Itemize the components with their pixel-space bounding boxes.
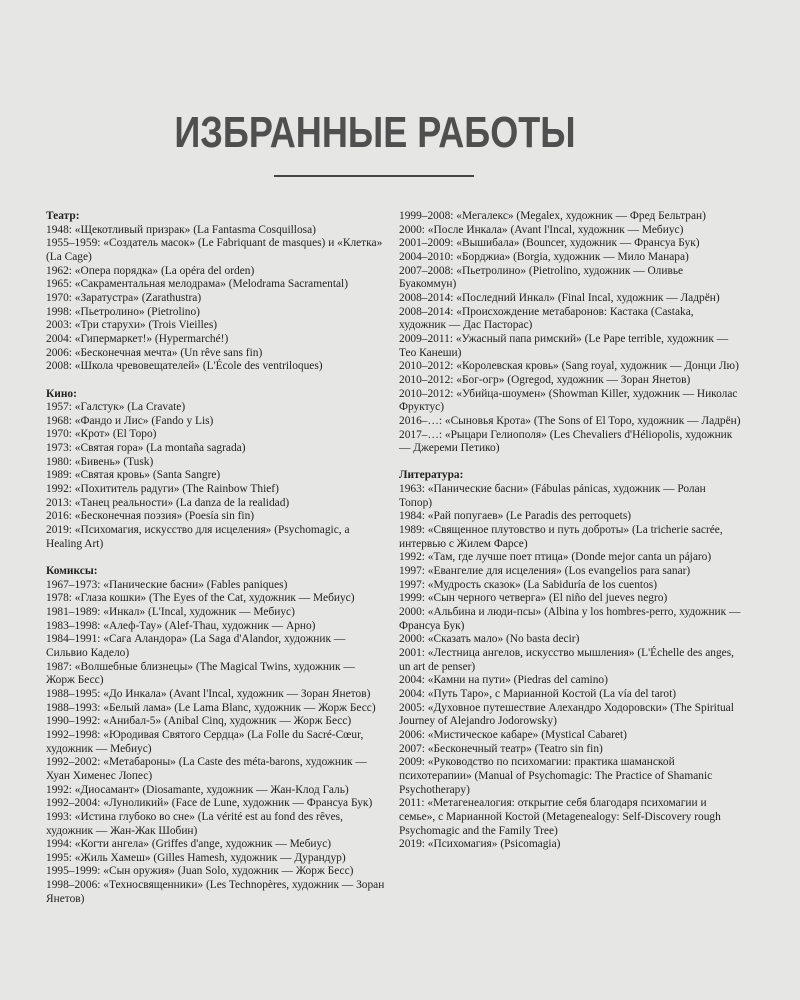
section-heading: Кино: xyxy=(46,387,77,400)
work-entry: 2008–2014: «Происхождение метабаронов: Кастака (Castaka, художник — Дас Пасторас) xyxy=(399,305,694,332)
work-entry: 1992–1998: «Юродивая Святого Сердца» (La Folle du Sacré-Cœur, художник — Мебиус) xyxy=(46,728,364,755)
work-entry: 2000: «Сказать мало» (No basta decir) xyxy=(399,633,580,646)
work-entry: 1948: «Щекотливый призрак» (La Fantasma Cosquillosa) xyxy=(46,223,316,236)
work-entry: 1998–2006: «Техносвященники» (Les Technopères, художник — Зоран Янетов) xyxy=(46,879,385,905)
work-entry: 1989: «Святая кровь» (Santa Sangre) xyxy=(46,469,221,482)
work-entry: 2010–2012: «Королевская кровь» (Sang royal, художник — Донци Лю) xyxy=(399,360,739,373)
work-entry: 2010–2012: «Убийца-шоумен» (Showman Killer, художник — Николас Фруктус) xyxy=(399,387,738,414)
work-entry: 2000: «Альбина и люди-псы» (Albina y los hombres-perro, художник — Франсуа Бук) xyxy=(399,606,741,632)
work-entry: 1999–2008: «Мегалекс» (Megalex, художник — Фред Бельтран) xyxy=(399,210,706,222)
work-entry: 1988–1995: «До Инкала» (Avant l'Incal, художник — Зоран Янетов) xyxy=(46,687,371,700)
work-entry: 1967–1973: «Панические басни» (Fables paniques) xyxy=(46,578,288,591)
section-heading: Комиксы: xyxy=(46,565,98,578)
work-entry: 1983–1998: «Алеф-Тау» (Alef-Thau, художник — Арно) xyxy=(46,619,316,632)
work-entry: 2008–2014: «Последний Инкал» (Final Incal, художник — Ладрён) xyxy=(399,291,720,304)
work-entry: 2004: «Камни на пути» (Piedras del camino) xyxy=(399,674,608,687)
work-entry: 2013: «Танец реальности» (La danza de la realidad) xyxy=(46,496,290,509)
section-heading: Театр: xyxy=(46,210,80,222)
work-entry: 1997: «Мудрость сказок» (La Sabiduría de los cuentos) xyxy=(399,578,658,591)
work-entry: 2006: «Бесконечная мечта» (Un rêve sans fin) xyxy=(46,346,263,359)
work-entry: 1984–1991: «Сага Аландора» (La Saga d'Alandor, художник — Сильвио Кадело) xyxy=(46,633,346,659)
work-entry: 1955–1959: «Создатель масок» (Le Fabriquant de masques) и «Клетка» (La Cage) xyxy=(46,237,383,263)
work-entry: 1962: «Опера порядка» (La opéra del orden) xyxy=(46,264,255,277)
work-entry: 2004–2010: «Борджиа» (Borgia, художник — Мило Манара) xyxy=(399,250,689,263)
work-entry: 2019: «Психомагия, искусство для исцеления» (Psychomagic, a Healing Art) xyxy=(46,524,350,550)
work-entry: 1980: «Бивень» (Tusk) xyxy=(46,455,154,468)
work-entry: 1970: «Крот» (El Topo) xyxy=(46,428,157,441)
work-entry: 1994: «Когти ангела» (Griffes d'ange, художник — Мебиус) xyxy=(46,838,332,851)
work-entry: 1984: «Рай попугаев» (Le Paradis des perroquets) xyxy=(399,510,632,523)
section-left-0 xyxy=(46,210,386,374)
work-entry: 1965: «Сакраментальная мелодрама» (Melodrama Sacramental) xyxy=(46,278,348,291)
work-entry: 2011: «Метагенеалогия: открытие себя благодаря психомагии и семье», с Марианной Костой (Metagenealogy: Self-Discovery rough Psychomagic and the Family Tree) xyxy=(399,797,721,837)
work-entry: 2001: «Лестница ангелов, искусство мышления» (L'Échelle des anges, un art de penser) xyxy=(399,646,734,673)
work-entry: 2000: «После Инкала» (Avant l'Incal, художник — Мебиус) xyxy=(399,223,684,236)
work-entry: 1970: «Заратустра» (Zarathustra) xyxy=(46,291,202,304)
work-entry: 1957: «Галстук» (La Cravate) xyxy=(46,401,186,414)
work-entry: 2016: «Бесконечная поэзия» (Poesía sin fin) xyxy=(46,510,255,523)
right-column xyxy=(399,210,741,852)
work-entry: 1997: «Евангелие для исцеления» (Los evangelios para sanar) xyxy=(399,565,691,578)
work-entry: 2007: «Бесконечный театр» (Teatro sin fin) xyxy=(399,742,603,755)
work-entry: 2017–…: «Рыцари Гелиополя» (Les Chevaliers d'Héliopolis, художник — Джереми Петико) xyxy=(399,428,733,455)
work-entry: 1992: «Диосамант» (Diosamante, художник — Жан-Клод Галь) xyxy=(46,783,349,796)
work-entry: 2005: «Духовное путешествие Алехандро Ходоровски» (The Spiritual Journey of Alejandro Jodorowsky) xyxy=(399,701,734,728)
work-entry: 2004: «Путь Таро», с Марианной Костой (La vía del tarot) xyxy=(399,687,677,700)
work-entry: 2004: «Гипермаркет!» (Hypermarché!) xyxy=(46,332,229,345)
work-entry: 1978: «Глаза кошки» (The Eyes of the Cat, художник — Мебиус) xyxy=(46,592,355,605)
section-heading: Литература: xyxy=(399,469,464,482)
work-entry: 1988–1993: «Белый лама» (Le Lama Blanc, художник — Жорж Бесс) xyxy=(46,701,376,714)
work-entry: 2007–2008: «Пьетролино» (Pietrolino, художник — Оливье Буакоммун) xyxy=(399,264,684,291)
page-title: ИЗБРАННЫЕ РАБОТЫ xyxy=(174,108,576,157)
work-entry: 1973: «Святая гора» (La montaña sagrada) xyxy=(46,442,246,455)
work-entry: 2003: «Три старухи» (Trois Vieilles) xyxy=(46,319,218,332)
section-right-1 xyxy=(399,469,741,851)
title-divider xyxy=(274,175,474,177)
work-entry: 1995: «Жиль Хамеш» (Gilles Hamesh, художник — Дурандур) xyxy=(46,851,346,864)
work-entry: 2010–2012: «Бог-огр» (Ogregod, художник — Зоран Янетов) xyxy=(399,373,691,386)
work-entry: 1992: «Похититель радуги» (The Rainbow Thief) xyxy=(46,483,279,496)
work-entry: 2008: «Школа чревовещателей» (L'École des ventriloques) xyxy=(46,360,323,373)
work-entry: 2006: «Мистическое кабаре» (Mystical Cabaret) xyxy=(399,728,627,741)
work-entry: 1987: «Волшебные близнецы» (The Magical Twins, художник — Жорж Бесс) xyxy=(46,660,355,687)
work-entry: 1993: «Истина глубоко во сне» (La vérité est au fond des rêves, художник — Жан-Жак Шобин) xyxy=(46,810,343,837)
left-column xyxy=(46,210,386,906)
work-entry: 1981–1989: «Инкал» (L'Incal, художник — Мебиус) xyxy=(46,606,295,618)
section-left-2 xyxy=(46,565,386,906)
work-entry: 1995–1999: «Сын оружия» (Juan Solo, художник — Жорж Бесс) xyxy=(46,865,354,878)
work-entry: 2001–2009: «Вышибала» (Bouncer, художник — Франсуа Бук) xyxy=(399,237,700,250)
section-right-0 xyxy=(399,210,741,456)
work-entry: 1989: «Священное плутовство и путь доброты» (La tricherie sacrée, интервью с Жилем Фарсе) xyxy=(399,524,723,550)
work-entry: 1968: «Фандо и Лис» (Fando y Lis) xyxy=(46,414,214,427)
work-entry: 2019: «Психомагия» (Psicomagia) xyxy=(399,838,561,851)
work-entry: 1992–2004: «Луноликий» (Face de Lune, художник — Франсуа Бук) xyxy=(46,797,373,810)
work-entry: 1963: «Панические басни» (Fábulas pánicas, художник — Ролан Топор) xyxy=(399,483,706,509)
work-entry: 2009: «Руководство по психомагии: практика шаманской психотерапии» (Manual of Psychomagic: The Practice of Shamanic Psychotherapy) xyxy=(399,756,713,796)
section-left-1 xyxy=(46,388,386,552)
work-entry: 1998: «Пьетролино» (Pietrolino) xyxy=(46,305,200,318)
work-entry: 1990–1992: «Анибал-5» (Anibal Cinq, художник — Жорж Бесс) xyxy=(46,715,352,728)
work-entry: 2016–…: «Сыновья Крота» (The Sons of El Topo, художник — Ладрён) xyxy=(399,414,741,427)
work-entry: 1992–2002: «Метабароны» (La Caste des méta-barons, художник — Хуан Хименес Лопес) xyxy=(46,756,367,782)
work-entry: 1999: «Сын черного четверга» (El niño del jueves negro) xyxy=(399,592,668,605)
work-entry: 2009–2011: «Ужасный папа римский» (Le Pape terrible, художник — Тео Канеши) xyxy=(399,332,729,359)
work-entry: 1992: «Там, где лучше поет птица» (Donde mejor canta un pájaro) xyxy=(399,551,712,564)
